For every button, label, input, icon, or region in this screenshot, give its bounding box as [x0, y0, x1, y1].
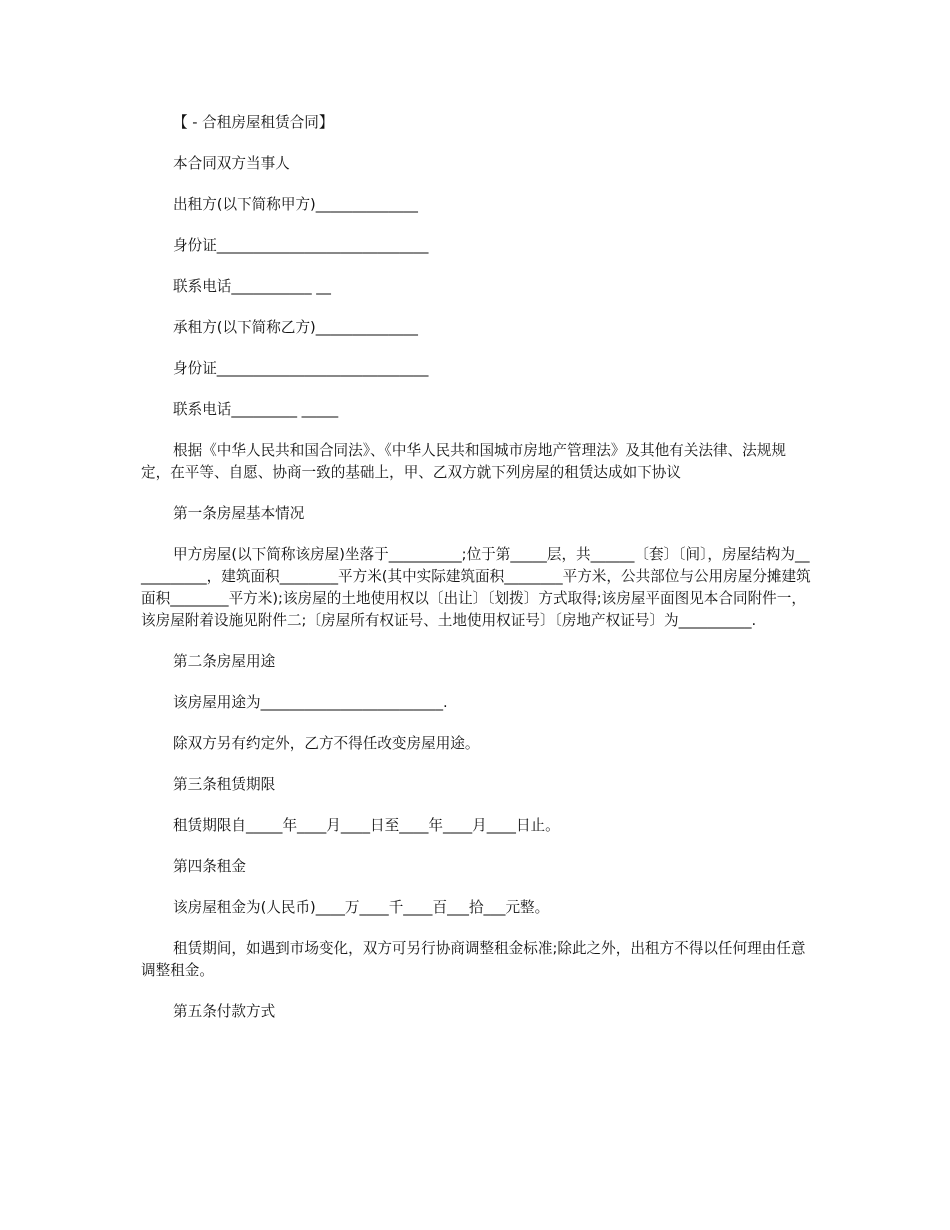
- paragraph-lessee-id: 身份证_____________________________: [173, 360, 429, 377]
- heading-article-4: 第四条租金: [173, 858, 246, 875]
- paragraph-usage-restriction: 除双方另有约定外，乙方不得任改变房屋用途。: [173, 735, 480, 752]
- paragraph-lessee: 承租方(以下简称乙方)______________: [173, 319, 418, 336]
- document-body: [141, 112, 811, 1023]
- document-title: 【 - 合租房屋租赁合同】: [173, 114, 334, 131]
- paragraph-parties-intro: 本合同双方当事人: [173, 155, 290, 172]
- heading-article-2: 第二条房屋用途: [173, 653, 276, 670]
- paragraph-lessor-id: 身份证_____________________________: [173, 237, 429, 254]
- heading-article-3: 第三条租赁期限: [173, 776, 276, 793]
- paragraph-legal-basis: 根据《中华人民共和国合同法》、《中华人民共和国城市房地产管理法》及其他有关法律、法规规定，在平等、自愿、协商一致的基础上，甲、乙双方就下列房屋的租赁达成如下协议: [141, 442, 786, 481]
- paragraph-lessor: 出租方(以下简称甲方)______________: [173, 196, 418, 213]
- paragraph-rent-adjustment: 租赁期间，如遇到市场变化，双方可另行协商调整租金标准;除此之外，出租方不得以任何理由任意调整租金。: [141, 940, 806, 979]
- paragraph-rent-amount: 该房屋租金为(人民币)____万____千____百___拾___元整。: [173, 899, 550, 916]
- paragraph-usage: 该房屋用途为_________________________.: [173, 694, 448, 711]
- heading-article-5: 第五条付款方式: [173, 1003, 276, 1020]
- paragraph-article-1-body: 甲方房屋(以下简称该房屋)坐落于__________;位于第_____层，共______〔套〕〔间〕，房屋结构为___________，建筑面积________平方米(其中实际建筑面积________平方米，公共部位与公用房屋分摊建筑面积________平方米);该房屋的土地使用权以〔出让〕〔划拨〕方式取得;该房屋平面图见本合同附件一，该房屋附着设施见附件二;〔房屋所有权证号、土地使用权证号〕〔房地产权证号〕为__________.: [141, 546, 811, 629]
- heading-article-1: 第一条房屋基本情况: [173, 505, 305, 522]
- paragraph-lessee-phone: 联系电话_________ _____: [173, 401, 339, 418]
- paragraph-lease-term: 租赁期限自_____年____月____日至____年____月____日止。: [173, 817, 560, 834]
- paragraph-lessor-phone: 联系电话___________ __: [173, 278, 331, 295]
